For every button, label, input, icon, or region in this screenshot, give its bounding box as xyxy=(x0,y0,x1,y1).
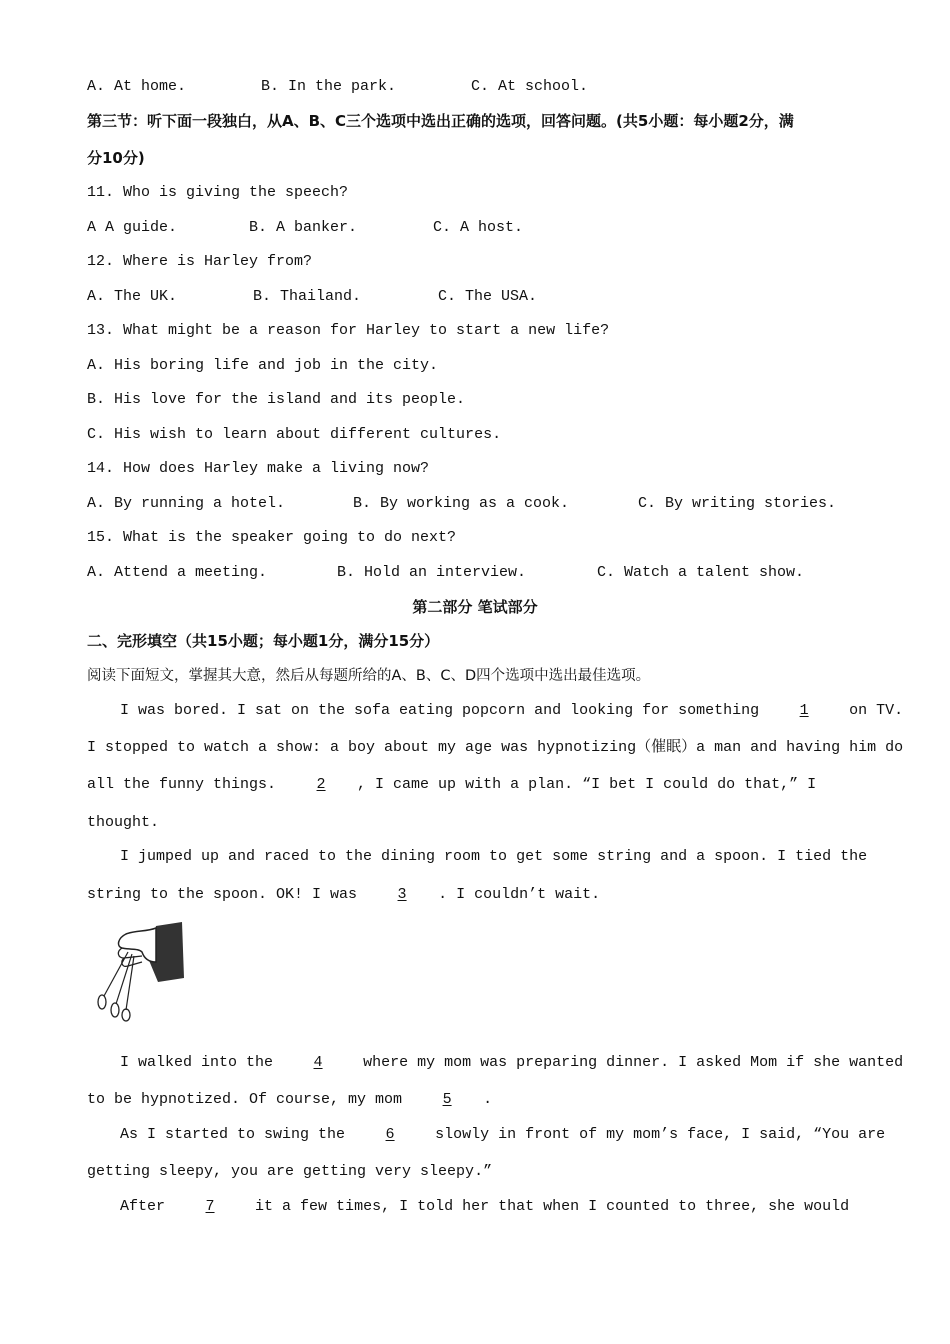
passage-text: I walked into the xyxy=(120,1054,274,1071)
cloze-instruction: 阅读下面短文，掌握其大意，然后从每题所给的A、B、C、D四个选项中选出最佳选项。 xyxy=(87,668,651,684)
blank-6[interactable]: 6 xyxy=(385,1126,395,1143)
passage-line xyxy=(120,1197,849,1217)
question-stem: 15. What is the speaker going to do next? xyxy=(87,529,457,546)
q14-option-a[interactable]: A. By running a hotel. xyxy=(87,495,286,512)
q10-option-b[interactable]: B. In the park. xyxy=(261,78,397,95)
question-stem: 13. What might be a reason for Harley to start a new life? xyxy=(87,322,610,339)
blank-3[interactable]: 3 xyxy=(397,886,407,903)
part2-title: 第二部分 笔试部分 xyxy=(412,598,538,616)
q12-option-c[interactable]: C. The USA. xyxy=(438,288,538,305)
passage-text: on TV. xyxy=(849,702,904,719)
passage-line xyxy=(87,775,816,795)
passage-line: getting sleepy, you are getting very sleepy.” xyxy=(87,1163,493,1180)
passage-line: I jumped up and raced to the dining room to get some string and a spoon. I tied the xyxy=(120,848,868,865)
passage-text: where my mom was preparing dinner. I asked Mom if she wanted xyxy=(363,1054,904,1071)
q13-option-b[interactable]: B. His love for the island and its people. xyxy=(87,391,466,408)
passage-text: After xyxy=(120,1198,166,1215)
q15-option-c[interactable]: C. Watch a talent show. xyxy=(597,564,805,581)
passage-line: I stopped to watch a show: a boy about my age was hypnotizing（催眠）a man and having him do xyxy=(87,739,904,756)
passage-text: I was bored. I sat on the sofa eating popcorn and looking for something xyxy=(120,702,760,719)
passage-text: slowly in front of my mom’s face, I said, “You are xyxy=(435,1126,886,1143)
cloze-section-title: 二、完形填空（共15小题；每小题1分，满分15分） xyxy=(87,632,440,650)
q13-option-c[interactable]: C. His wish to learn about different cultures. xyxy=(87,426,502,443)
passage-text: As I started to swing the xyxy=(120,1126,346,1143)
section3-instruction-line2: 分10分) xyxy=(87,149,145,167)
passage-line xyxy=(120,701,903,721)
blank-5[interactable]: 5 xyxy=(442,1091,452,1108)
passage-text: it a few times, I told her that when I counted to three, she would xyxy=(255,1198,850,1215)
question-stem: 12. Where is Harley from? xyxy=(87,253,313,270)
q14-option-c[interactable]: C. By writing stories. xyxy=(638,495,837,512)
q13-option-a[interactable]: A. His boring life and job in the city. xyxy=(87,357,439,374)
q12-option-a[interactable]: A. The UK. xyxy=(87,288,178,305)
q14-option-b[interactable]: B. By working as a cook. xyxy=(353,495,570,512)
q15-option-b[interactable]: B. Hold an interview. xyxy=(337,564,527,581)
q11-option-b[interactable]: B. A banker. xyxy=(249,219,358,236)
passage-line xyxy=(87,1090,492,1110)
blank-7[interactable]: 7 xyxy=(205,1198,215,1215)
passage-text: , I came up with a plan. “I bet I could do that,” I xyxy=(357,776,817,793)
q15-option-a[interactable]: A. Attend a meeting. xyxy=(87,564,268,581)
q10-option-c[interactable]: C. At school. xyxy=(471,78,589,95)
passage-text: to be hypnotized. Of course, my mom xyxy=(87,1091,403,1108)
q12-option-b[interactable]: B. Thailand. xyxy=(253,288,362,305)
passage-line xyxy=(120,1125,885,1145)
hand-holding-spoons-icon xyxy=(86,918,186,1022)
passage-text: . I couldn’t wait. xyxy=(438,886,601,903)
passage-line xyxy=(120,1053,903,1073)
blank-1[interactable]: 1 xyxy=(799,702,809,719)
question-stem: 11. Who is giving the speech? xyxy=(87,184,349,201)
passage-text: . xyxy=(483,1091,493,1108)
passage-line xyxy=(87,885,600,905)
blank-2[interactable]: 2 xyxy=(316,776,326,793)
passage-text: all the funny things. xyxy=(87,776,277,793)
section3-instruction-line1: 第三节：听下面一段独白，从A、B、C三个选项中选出正确的选项，回答问题。(共5小题：每小题2分，满 xyxy=(87,112,794,130)
q10-option-a[interactable]: A. At home. xyxy=(87,78,187,95)
q11-option-c[interactable]: C. A host. xyxy=(433,219,524,236)
blank-4[interactable]: 4 xyxy=(313,1054,323,1071)
question-stem: 14. How does Harley make a living now? xyxy=(87,460,430,477)
passage-text: string to the spoon. OK! I was xyxy=(87,886,358,903)
passage-line: thought. xyxy=(87,814,160,831)
q11-option-a[interactable]: A A guide. xyxy=(87,219,178,236)
